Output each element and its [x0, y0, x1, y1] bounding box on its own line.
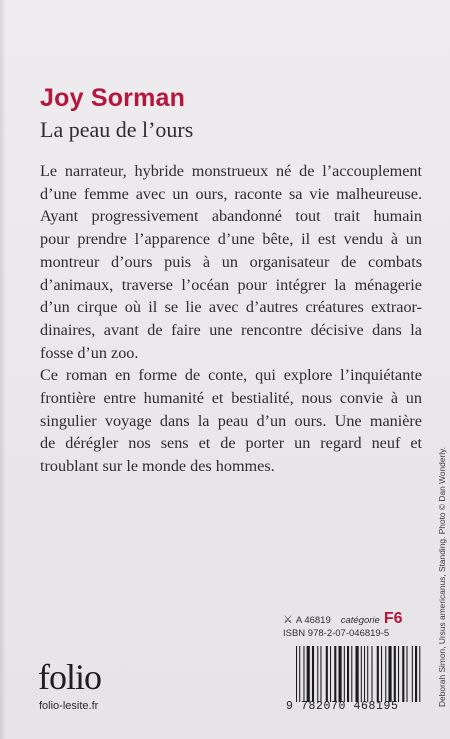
spine-shadow	[0, 0, 6, 739]
blurb-line: d’animaux, traverse l’océan pour intégrer la ménagerie	[40, 275, 422, 294]
book-title: La peau de l’ours	[40, 117, 194, 142]
blurb-line: d’un cirque où il se lie avec d’autres créatures extraor-	[40, 298, 422, 317]
category-value: F6	[383, 610, 403, 627]
catalog-codes	[283, 610, 403, 628]
blurb-line: fosse d’un zoo.	[40, 343, 139, 362]
catalog-number: A 46819	[295, 615, 331, 626]
folio-logo: folio	[38, 657, 101, 697]
blurb-line: Le narrateur, hybride monstrueux né de l’accouplement	[40, 162, 422, 180]
photo-credit-text: Deborah Simon, Ursus americanus, Standing. Photo © Dan Wonderly.	[437, 446, 447, 707]
blurb-line: frontière entre humanité et bestialité, nous convie à un	[40, 389, 422, 408]
barcode-digits: 9 782070 468195	[286, 700, 399, 713]
blurb-line: pour prendre l’apparence d’une bête, il est vendu à un	[40, 230, 422, 249]
isbn: ISBN 978-2-07-046819-5	[283, 628, 390, 639]
blurb-line: troublant sur le monde des hommes.	[40, 457, 275, 476]
barcode-bars	[296, 646, 426, 702]
blurb-line: dinaires, avant de faire une rencontre décisive dans la	[40, 320, 422, 339]
author-name: Joy Sorman	[40, 84, 186, 112]
blurb-line: Ce roman en forme de conte, qui explore l’inquiétante	[40, 366, 422, 385]
barcode	[286, 646, 428, 712]
blurb-line: Ayant progressivement abandonné tout trait humain	[40, 207, 422, 226]
photo-credit	[437, 446, 447, 707]
blurb-line: d’une femme avec un ours, raconte sa vie malheureuse.	[40, 184, 422, 203]
blurb-text	[40, 160, 422, 478]
blurb-line: singulier voyage dans la peau d’un ours. Une manière	[40, 411, 422, 430]
publisher-mark-icon: ⚔	[283, 614, 293, 626]
blurb-line: montreur d’ours puis à un organisateur de combats	[40, 252, 422, 271]
category-label: catégorie	[340, 615, 380, 626]
blurb-line: de dérégler nos sens et de porter un regard neuf et	[40, 434, 422, 453]
publisher-website: folio-lesite.fr	[39, 700, 99, 712]
